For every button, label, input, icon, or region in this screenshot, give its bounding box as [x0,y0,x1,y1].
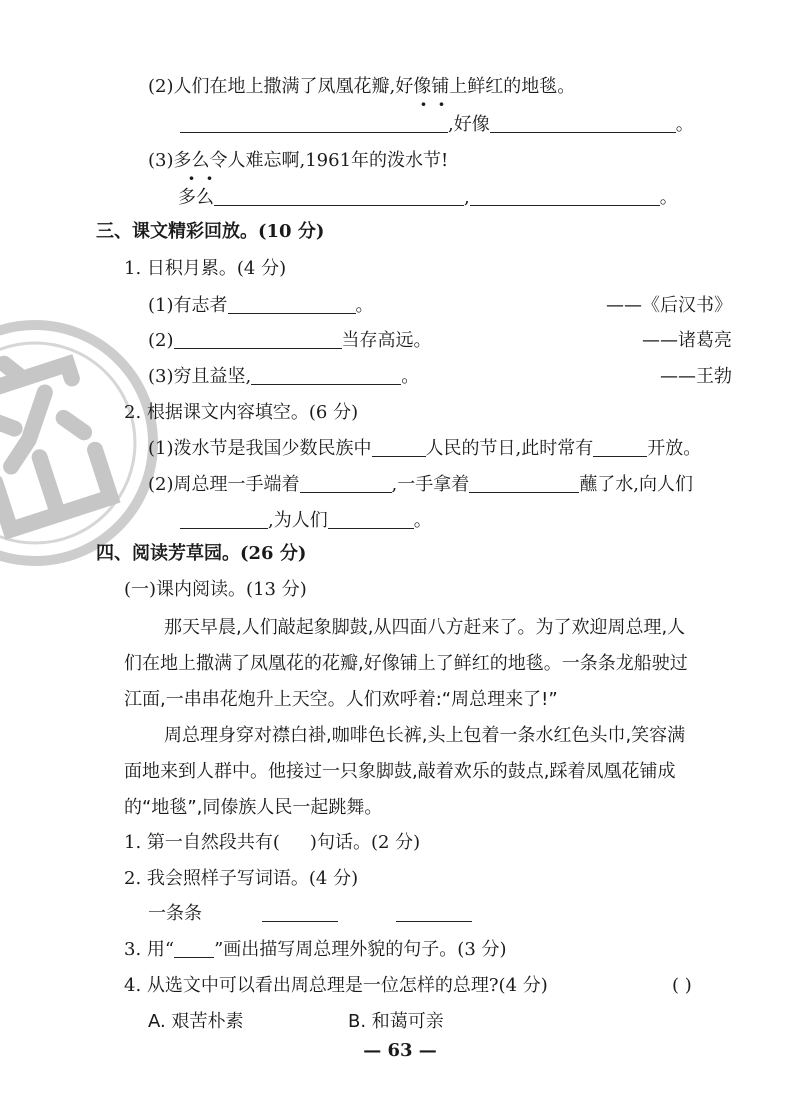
s3-q2-item1: (1)泼水节是我国少数民族中 人民的节日,此时常有 开放。 [148,438,702,459]
s4-q4-answer-paren[interactable]: ( ) [672,975,692,996]
answer-blank[interactable] [262,903,338,922]
answer-blank[interactable] [300,474,392,493]
option-a[interactable]: A. 艰苦朴素 [148,1011,244,1032]
page-number: — 63 — [363,1040,437,1061]
underline-sample [174,939,214,958]
s4-q4: 4. 从选文中可以看出周总理是一位怎样的总理?(4 分) [124,975,548,996]
s4-q3: 3. 用“ ”画出描写周总理外貌的句子。(3 分) [124,939,507,960]
section-3-title: 三、课文精彩回放。(10 分) [96,221,325,242]
s3-q1-source1: ——《后汉书》 [606,295,732,316]
sentence-item-3-answer: 多么 , 。 [178,187,678,208]
s3-q1-item3: (3)穷且益坚, 。 [148,366,420,387]
s3-q2-item2: (2)周总理一手端着 ,一手拿着 蘸了水,向人们 [148,474,693,495]
answer-blank[interactable] [174,330,342,349]
s3-q1-item1: (1)有志者 。 [148,295,374,316]
sentence-item-2: (2)人们在地上撒满了凤凰花瓣,好像铺上鲜红的地毯。 [148,76,576,97]
emphasis-dot: · [420,92,427,116]
option-b[interactable]: B. 和蔼可亲 [348,1011,444,1032]
passage-line: 那天早晨,人们敲起象脚鼓,从四面八方赶来了。为了欢迎周总理,人 [164,617,686,638]
passage-line: 周总理身穿对襟白褂,咖啡色长裤,头上包着一条水红色头巾,笑容满 [164,725,686,746]
answer-blank[interactable] [214,187,464,206]
secret-stamp-watermark [0,318,160,568]
s3-q2-title: 2. 根据课文内容填空。(6 分) [124,402,359,423]
answer-blank[interactable] [469,474,579,493]
answer-blank[interactable] [180,114,448,133]
s3-q1-title: 1. 日积月累。(4 分) [124,258,287,279]
passage-line: 江面,一串串花炮升上天空。人们欢呼着:“周总理来了!” [124,689,558,710]
emphasis-dot: · [188,166,195,190]
answer-blank[interactable] [372,438,426,457]
s4-sub1-title: (一)课内阅读。(13 分) [124,579,307,600]
passage-line: 面地来到人群中。他接过一只象脚鼓,敲着欢乐的鼓点,踩着凤凰花铺成 [124,761,676,782]
s3-q1-source2: ——诸葛亮 [642,330,732,351]
s4-q2: 2. 我会照样子写词语。(4 分) [124,868,359,889]
answer-blank[interactable] [490,114,676,133]
passage-line: 们在地上撒满了凤凰花的花瓣,好像铺上了鲜红的地毯。一条条龙船驶过 [124,653,688,674]
s3-q1-item2: (2) 当存高远。 [148,330,432,351]
answer-blank[interactable] [228,295,356,314]
answer-blank[interactable] [593,438,647,457]
s4-q2-example: 一条条 [148,903,202,924]
answer-blank[interactable] [470,187,660,206]
emphasis-dot: · [206,166,213,190]
s3-q1-source3: ——王勃 [660,366,732,387]
sentence-item-3: (3)多么令人难忘啊,1961年的泼水节! [148,150,449,171]
s4-q1: 1. 第一自然段共有( )句话。(2 分) [124,832,421,853]
answer-blank[interactable] [328,510,414,529]
emphasis-dot: · [438,92,445,116]
answer-blank[interactable] [396,903,472,922]
answer-blank[interactable] [180,510,268,529]
sentence-item-2-answer: ,好像 。 [180,112,694,138]
section-4-title: 四、阅读芳草园。(26 分) [96,543,307,564]
answer-blank[interactable] [251,366,401,385]
passage-line: 的“地毯”,同傣族人民一起跳舞。 [124,797,383,818]
s3-q2-item2-cont: ,为人们 。 [180,508,432,534]
